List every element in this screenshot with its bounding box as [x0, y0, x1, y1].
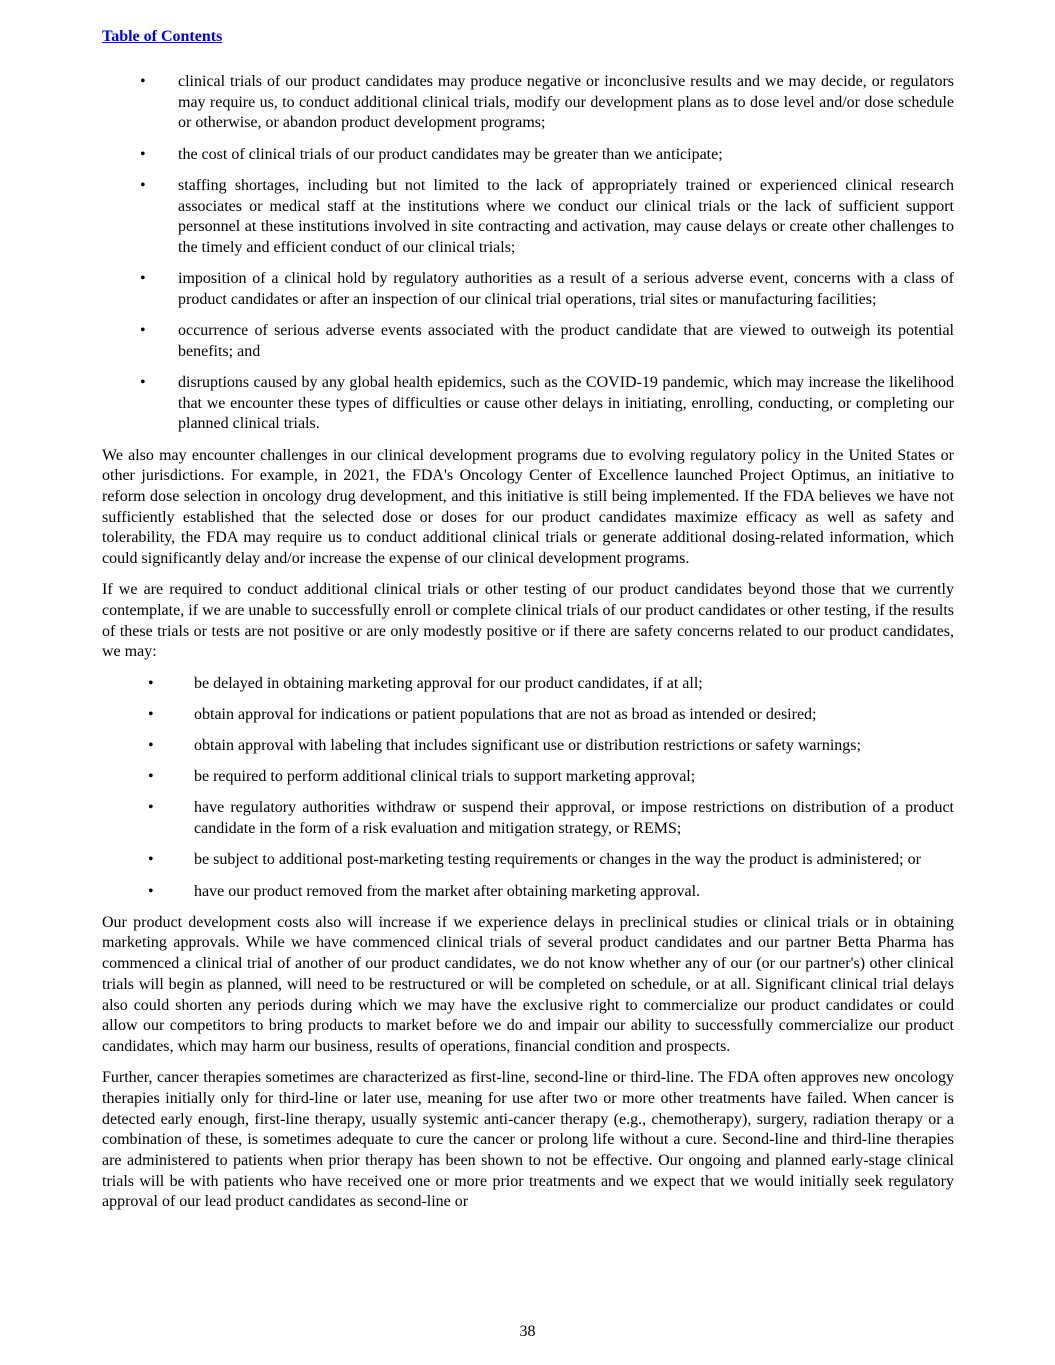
- list-item-text: be delayed in obtaining marketing approval for our product candidates, if at all;: [194, 674, 703, 692]
- list-item: [102, 145, 954, 166]
- list-item-text: the cost of clinical trials of our product candidates may be greater than we anticipate;: [178, 145, 723, 163]
- list-item: [102, 882, 954, 903]
- bullet-list-trial-risks: [102, 72, 954, 435]
- list-item-text: occurrence of serious adverse events associated with the product candidate that are viewed to outweigh its potential benefits; and: [178, 322, 954, 360]
- list-item-text: be subject to additional post-marketing testing requirements or changes in the way the product is administered; or: [194, 851, 921, 869]
- list-item: [102, 736, 954, 757]
- bullet-icon: •: [148, 851, 154, 869]
- bullet-icon: •: [148, 882, 154, 900]
- list-item: [102, 269, 954, 310]
- bullet-icon: •: [140, 176, 146, 194]
- list-item: [102, 798, 954, 839]
- list-item-text: disruptions caused by any global health epidemics, such as the COVID-19 pandemic, which may increase the likelihood that we encounter these types of difficulties or cause other delays in initiating, enrolling, conducting, or completing our planned clinical trials.: [178, 373, 954, 433]
- document-body: [102, 72, 954, 1213]
- document-page: [102, 26, 954, 1224]
- bullet-icon: •: [140, 270, 146, 288]
- list-item-text: be required to perform additional clinical trials to support marketing approval;: [194, 768, 696, 786]
- table-of-contents-link[interactable]: Table of Contents: [102, 28, 223, 45]
- list-item-text: obtain approval with labeling that includes significant use or distribution restrictions or safety warnings;: [194, 736, 861, 754]
- list-item: [102, 321, 954, 362]
- list-item-text: have our product removed from the market after obtaining marketing approval.: [194, 882, 701, 900]
- list-item: [102, 373, 954, 435]
- bullet-icon: •: [148, 736, 154, 754]
- bullet-icon: •: [148, 768, 154, 786]
- list-item: [102, 767, 954, 788]
- list-item: [102, 705, 954, 726]
- list-item-text: imposition of a clinical hold by regulatory authorities as a result of a serious adverse event, concerns with a class of product candidates or after an inspection of our clinical trial operations, trial sites or manufacturing facilities;: [178, 270, 954, 308]
- paragraph-therapy-lines: Further, cancer therapies sometimes are characterized as first-line, second-line or third-line. The FDA often approves new oncology therapies initially only for third-line or later use, meaning for use after two or more other treatments have failed. When cancer is detected early enough, first-line therapy, usually systemic anti-cancer therapy (e.g., chemotherapy), surgery, radiation therapy or a combination of these, is sometimes adequate to cure the cancer or prolong life without a cure. Second-line and third-line therapies are administered to patients when prior therapy has been shown to not be effective. Our ongoing and planned early-stage clinical trials will be with patients who have received one or more prior treatments and we expect that we would initially seek regulatory approval of our lead product candidates as second-line or: [102, 1069, 954, 1211]
- paragraph-regulatory-policy: We also may encounter challenges in our clinical development programs due to evolving regulatory policy in the United States or other jurisdictions. For example, in 2021, the FDA's Oncology Center of Excellence launched Project Optimus, an initiative to reform dose selection in oncology drug development, and this initiative is still being implemented. If the FDA believes we have not sufficiently established that the selected dose or doses for our product candidates maximize efficacy as well as safety and tolerability, the FDA may require us to conduct additional clinical trials or generate additional dosing-related information, which could significantly delay and/or increase the expense of our clinical development programs.: [102, 446, 954, 568]
- list-item: [102, 850, 954, 871]
- bullet-list-consequences: [102, 674, 954, 903]
- list-item: [102, 72, 954, 134]
- bullet-icon: •: [148, 674, 154, 692]
- paragraph-additional-trials: If we are required to conduct additional clinical trials or other testing of our product candidates beyond those that we currently contemplate, if we are unable to successfully enroll or complete clinical trials of our product candidates or other testing, if the results of these trials or tests are not positive or are only modestly positive or if there are safety concerns related to our product candidates, we may:: [102, 581, 954, 661]
- bullet-icon: •: [148, 705, 154, 723]
- list-item: [102, 674, 954, 695]
- list-item-text: have regulatory authorities withdraw or suspend their approval, or impose restrictions on distribution of a product candidate in the form of a risk evaluation and mitigation strategy, or REMS;: [194, 799, 954, 838]
- bullet-icon: •: [140, 322, 146, 340]
- list-item: [102, 176, 954, 259]
- list-item-text: staffing shortages, including but not limited to the lack of appropriately trained or experienced clinical research associates or medical staff at the institutions where we conduct our clinical trials or the lack of sufficient support personnel at these institutions involved in site contracting and activation, may cause delays or create other challenges to the timely and efficient conduct of our clinical trials;: [178, 176, 954, 256]
- bullet-icon: •: [148, 799, 154, 817]
- page-number: 38: [519, 1323, 536, 1340]
- bullet-icon: •: [140, 373, 146, 391]
- list-item-text: clinical trials of our product candidates may produce negative or inconclusive results and we may decide, or regulators may require us, to conduct additional clinical trials, modify our development plans as to dose level and/or dose schedule or otherwise, or abandon product development programs;: [178, 73, 954, 132]
- paragraph-development-costs: Our product development costs also will increase if we experience delays in preclinical studies or clinical trials or in obtaining marketing approvals. While we have commenced clinical trials of several product candidates and our partner Betta Pharma has commenced a clinical trial of another of our product candidates, we do not know whether any of our (or our partner's) other clinical trials will begin as planned, will need to be restructured or will be completed on schedule, or at all. Significant clinical trial delays also could shorten any periods during which we may have the exclusive right to commercialize our product candidates or could allow our competitors to bring products to market before we do and impair our ability to successfully commercialize our product candidates, which may harm our business, results of operations, financial condition and prospects.: [102, 913, 954, 1055]
- bullet-icon: •: [140, 73, 146, 90]
- bullet-icon: •: [140, 145, 146, 163]
- list-item-text: obtain approval for indications or patient populations that are not as broad as intended or desired;: [194, 705, 817, 723]
